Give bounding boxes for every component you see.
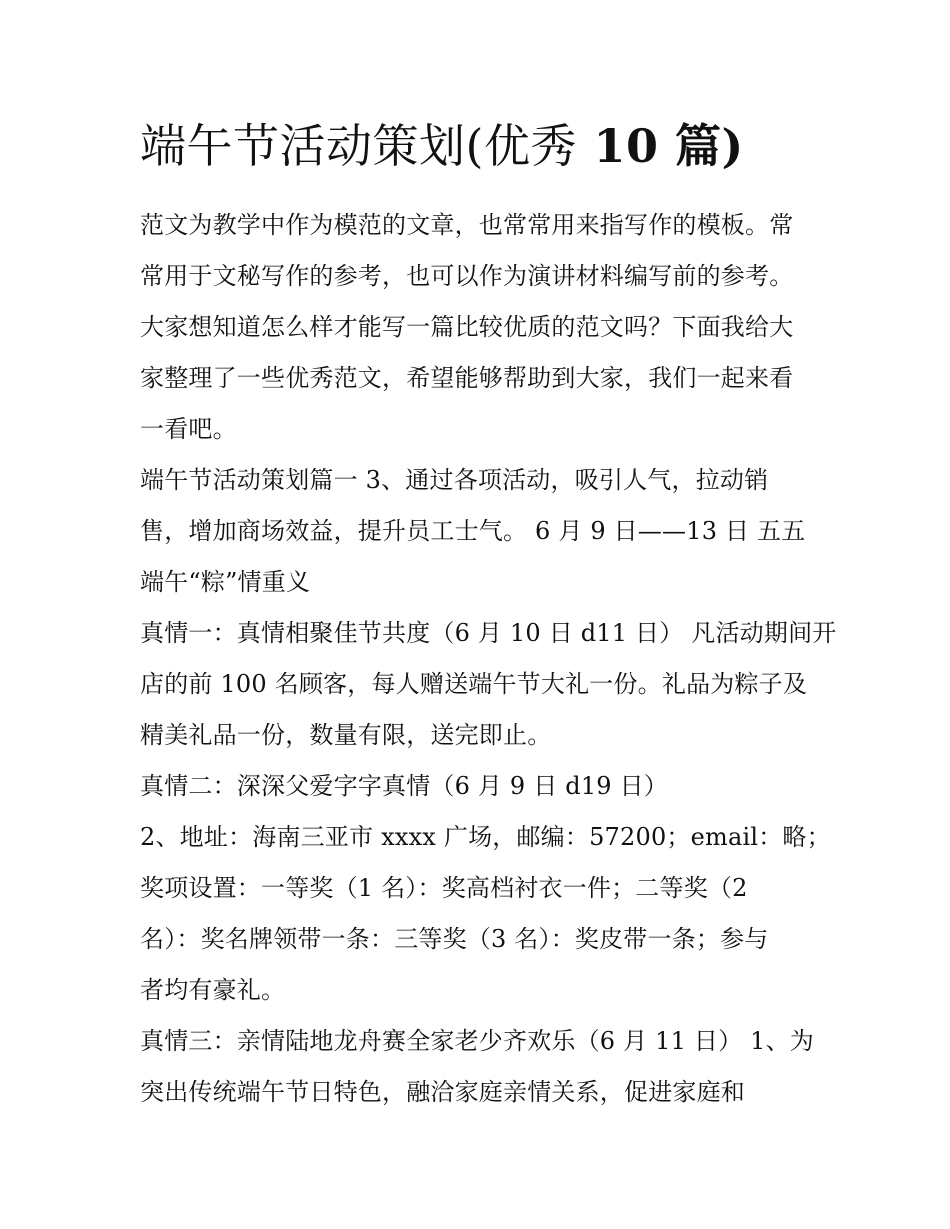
document-title <box>140 110 820 182</box>
text-line: 名）：奖名牌领带一条：三等奖（3 名）：奖皮带一条；参与 <box>140 925 769 953</box>
text-line: 真情三：亲情陆地龙舟赛全家老少齐欢乐（6 月 11 日） 1、为 <box>140 1027 814 1055</box>
text-line: 2、地址：海南三亚市 xxxx 广场，邮编：57200；email：略； <box>140 823 831 851</box>
text-line: 常用于文秘写作的参考，也可以作为演讲材料编写前的参考。 <box>140 262 794 290</box>
text-line: 真情二：深深父爱字字真情（6 月 9 日 d19 日） <box>140 772 668 800</box>
title-suffix: 篇) <box>675 119 744 173</box>
text-line: 奖项设置：一等奖（1 名）：奖高档衬衣一件；二等奖（2 <box>140 874 748 902</box>
text-line: 家整理了一些优秀范文，希望能够帮助到大家，我们一起来看 <box>140 364 794 392</box>
text-line: 端午节活动策划篇一 3、通过各项活动，吸引人气，拉动销 <box>140 466 769 494</box>
text-line: 大家想知道怎么样才能写一篇比较优质的范文吗？下面我给大 <box>140 313 794 341</box>
text-line: 售，增加商场效益，提升员工士气。 6 月 9 日——13 日 五五 <box>140 517 806 545</box>
text-line: 范文为教学中作为模范的文章，也常常用来指写作的模板。常 <box>140 211 794 239</box>
text-line: 端午“粽”情重义 <box>140 568 311 596</box>
text-line: 真情一：真情相聚佳节共度（6 月 10 日 d11 日） 凡活动期间开 <box>140 619 837 647</box>
text-line: 者均有豪礼。 <box>140 976 286 1004</box>
document-body <box>140 110 837 1118</box>
text-line: 突出传统端午节日特色，融洽家庭亲情关系，促进家庭和 <box>140 1078 745 1106</box>
text-line: 店的前 100 名顾客，每人赠送端午节大礼一份。礼品为粽子及 <box>140 670 808 698</box>
title-number: 10 <box>576 119 675 173</box>
text-line: 一看吧。 <box>140 415 237 443</box>
text-line: 精美礼品一份，数量有限，送完即止。 <box>140 721 552 749</box>
title-text: 端午节活动策划(优秀 <box>140 119 577 173</box>
